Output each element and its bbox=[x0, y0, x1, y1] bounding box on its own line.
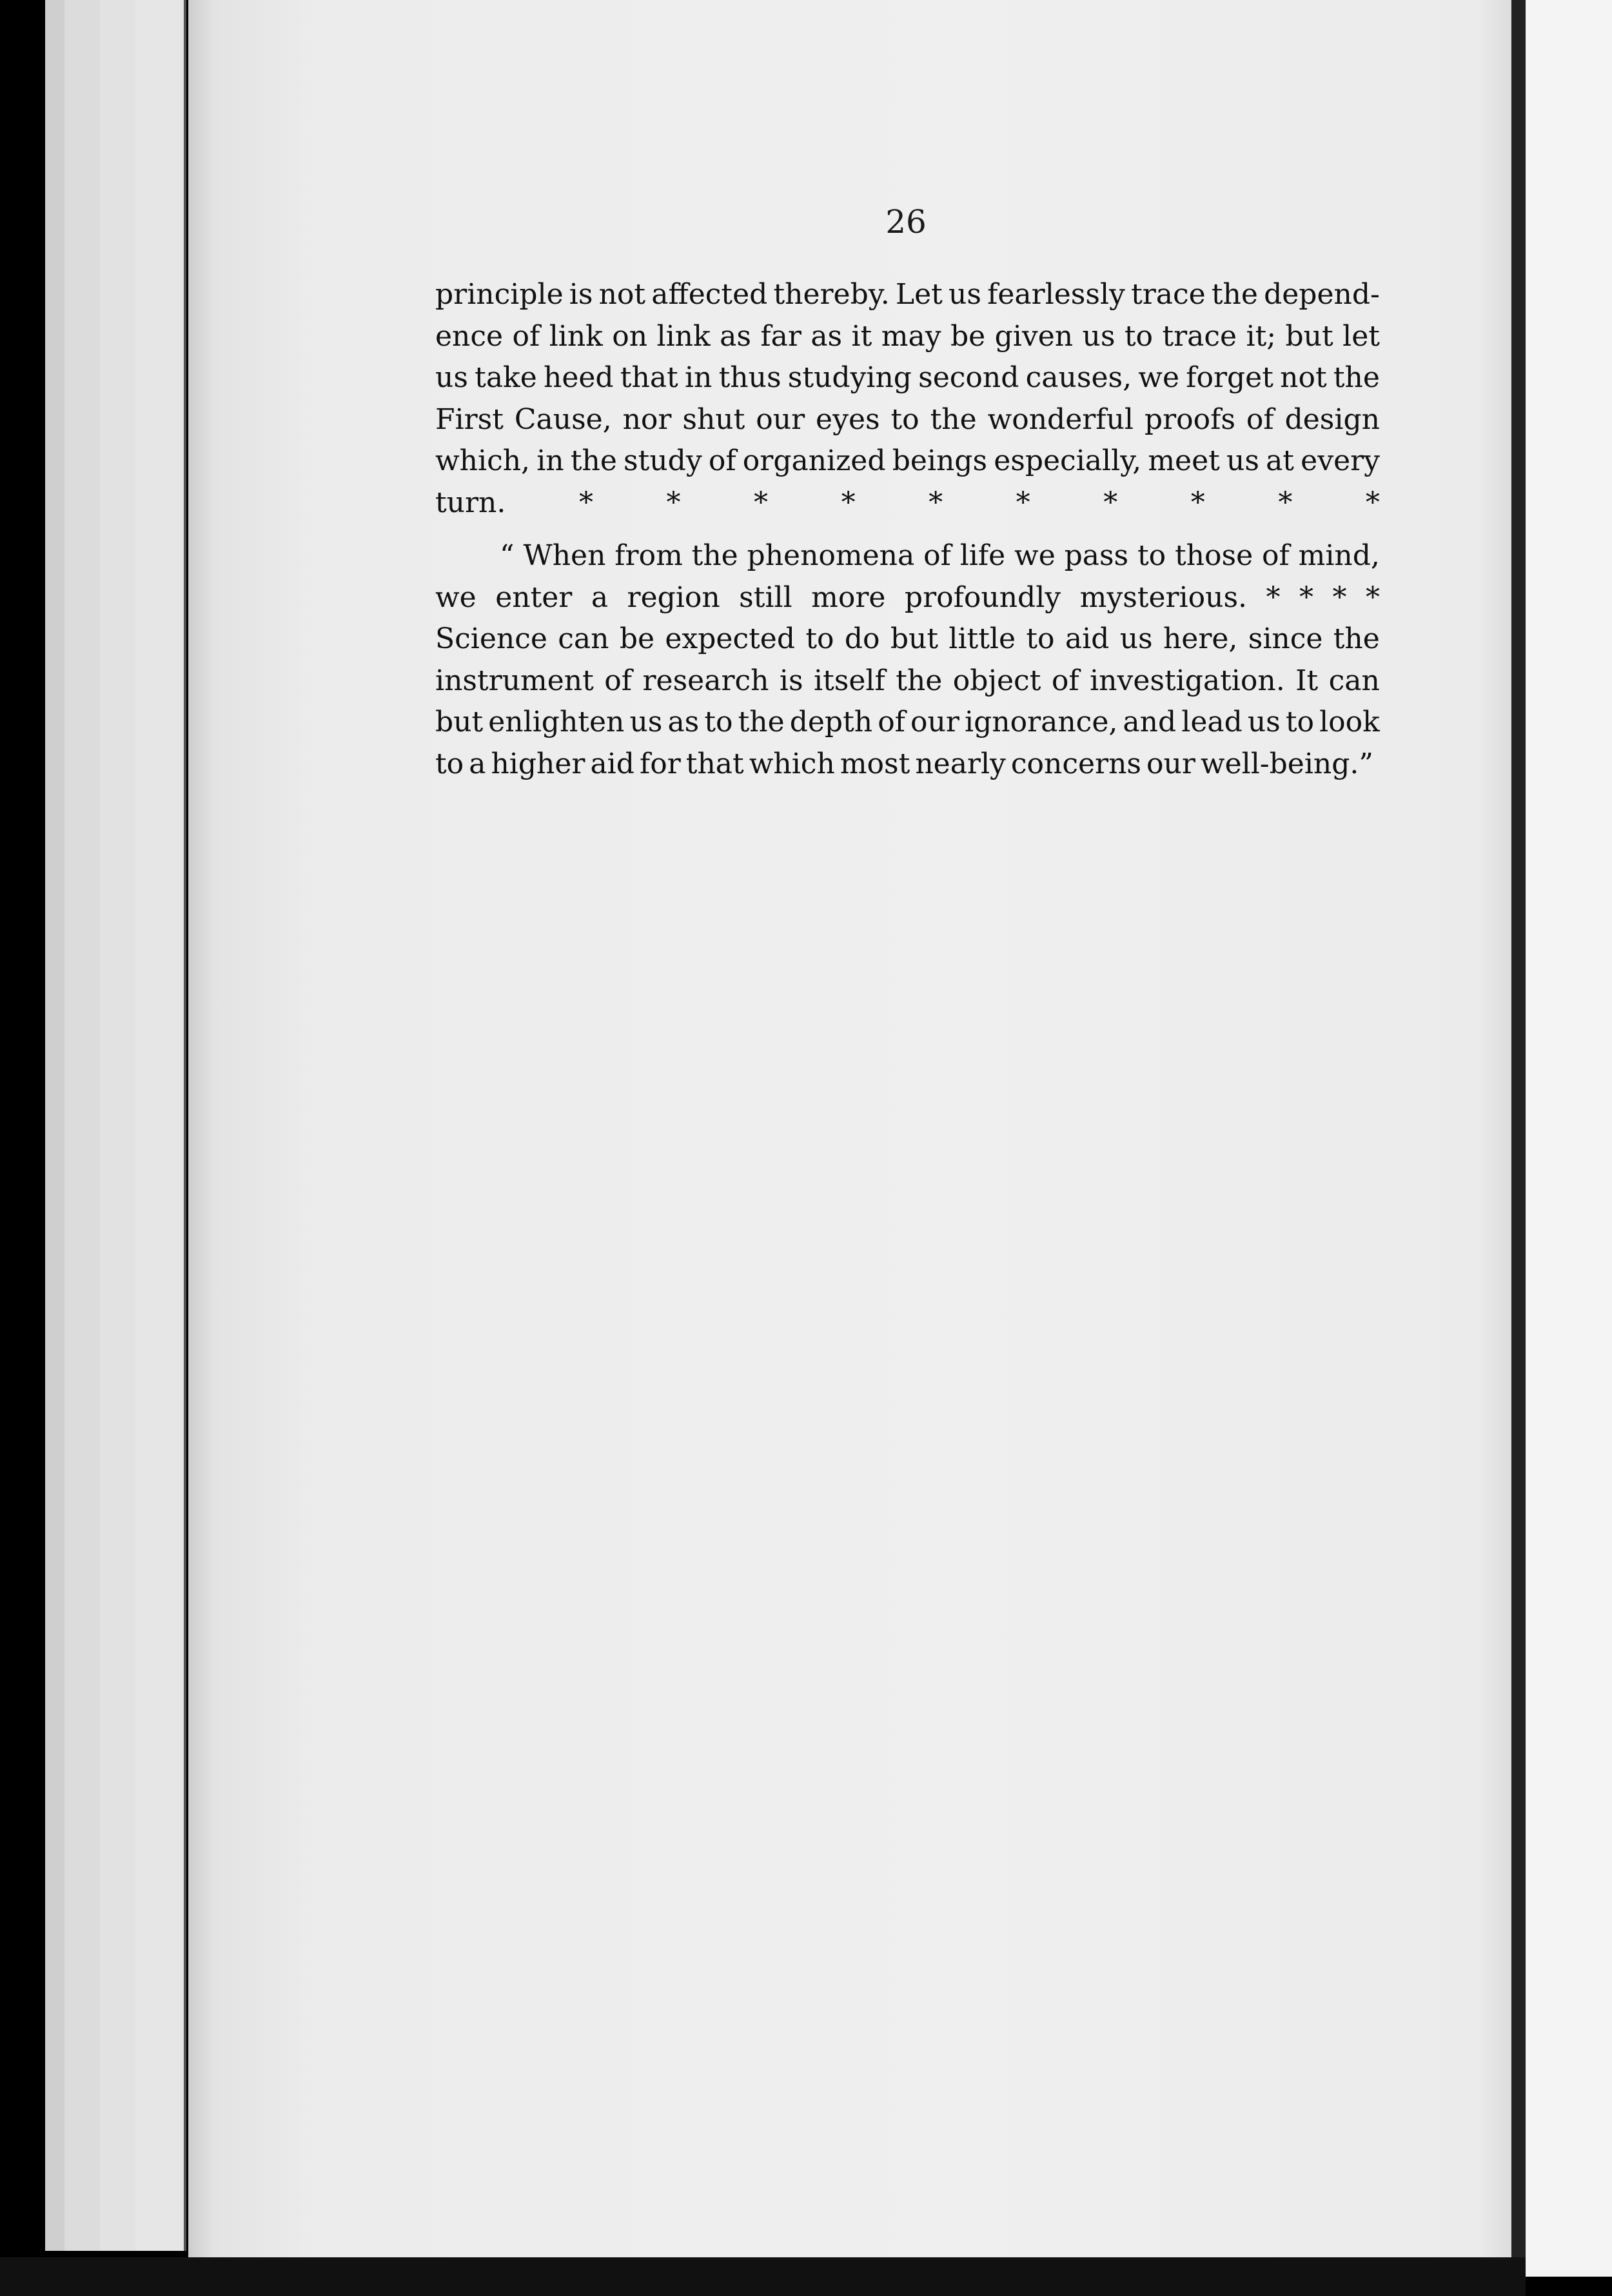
word: * bbox=[1365, 486, 1380, 519]
word: which, bbox=[435, 444, 531, 477]
word: object bbox=[952, 664, 1041, 697]
word: of bbox=[1246, 402, 1274, 436]
text-line bbox=[435, 274, 1380, 316]
word: of bbox=[512, 319, 540, 353]
word: depth bbox=[789, 706, 873, 738]
word: us bbox=[1082, 319, 1116, 353]
word: mind, bbox=[1298, 539, 1380, 572]
paragraph-gap bbox=[435, 524, 1380, 535]
word: can bbox=[1328, 664, 1380, 697]
word: * bbox=[1266, 580, 1281, 614]
word: profoundly bbox=[904, 580, 1061, 614]
word: Cause, bbox=[514, 402, 612, 436]
word: * bbox=[841, 486, 856, 519]
word: pass bbox=[1064, 539, 1129, 572]
word: not bbox=[1280, 361, 1327, 394]
word: organized bbox=[742, 444, 886, 477]
word: * bbox=[578, 486, 593, 519]
word: phenomena bbox=[747, 539, 915, 572]
word: principle bbox=[435, 278, 564, 311]
word: lead bbox=[1181, 706, 1243, 738]
word: for bbox=[639, 747, 681, 780]
word: to bbox=[805, 622, 834, 655]
word: little bbox=[949, 622, 1016, 655]
word: the bbox=[1333, 622, 1380, 655]
word: we bbox=[435, 580, 477, 614]
text-line bbox=[435, 440, 1380, 482]
word: do bbox=[844, 622, 880, 655]
word: us bbox=[629, 706, 663, 738]
text-line bbox=[435, 577, 1380, 619]
word: the bbox=[896, 664, 943, 697]
word: enlighten bbox=[488, 706, 625, 738]
word: turn. bbox=[435, 486, 506, 519]
word: us bbox=[435, 361, 468, 394]
word: of bbox=[1051, 664, 1079, 697]
word: let bbox=[1342, 319, 1380, 353]
word: meet bbox=[1148, 444, 1220, 477]
word: we bbox=[1138, 361, 1179, 394]
text-line bbox=[435, 702, 1380, 744]
word: us bbox=[1226, 444, 1259, 477]
word: a bbox=[469, 747, 486, 780]
word: trace bbox=[1131, 278, 1206, 311]
word: itself bbox=[814, 664, 885, 697]
word: * bbox=[1190, 486, 1205, 519]
word: thereby. bbox=[773, 278, 890, 311]
word: since bbox=[1248, 622, 1323, 655]
word: but bbox=[435, 706, 484, 738]
word: wonderful bbox=[987, 402, 1134, 436]
word: to bbox=[1124, 319, 1154, 353]
word: * bbox=[1299, 580, 1313, 614]
word: given bbox=[994, 319, 1074, 353]
word: mysterious. bbox=[1079, 580, 1248, 614]
word: * bbox=[1332, 580, 1347, 614]
word: every bbox=[1301, 444, 1380, 477]
word: the bbox=[930, 402, 977, 436]
word: our bbox=[1146, 747, 1195, 780]
word: First bbox=[435, 402, 504, 436]
word: Let bbox=[895, 278, 943, 311]
word: ignorance, bbox=[965, 706, 1118, 738]
word: take bbox=[475, 361, 537, 394]
word: affected bbox=[651, 278, 768, 311]
text-line bbox=[435, 744, 1373, 786]
word: It bbox=[1295, 664, 1319, 697]
word: especially, bbox=[994, 444, 1142, 477]
page-edge bbox=[100, 0, 137, 2251]
word: second bbox=[918, 361, 1019, 394]
word: design bbox=[1284, 402, 1380, 436]
word: nearly bbox=[915, 747, 1006, 780]
word: our bbox=[756, 402, 805, 436]
word: us bbox=[1119, 622, 1153, 655]
text-line bbox=[435, 357, 1380, 399]
word: is bbox=[569, 278, 593, 311]
word: of bbox=[923, 539, 951, 572]
word: * bbox=[666, 486, 681, 519]
word: as bbox=[811, 319, 843, 353]
word: which bbox=[749, 747, 835, 780]
word: us bbox=[949, 278, 981, 311]
word: aid bbox=[590, 747, 634, 780]
word: as bbox=[667, 706, 700, 738]
word: expected bbox=[665, 622, 795, 655]
word: studying bbox=[787, 361, 912, 394]
word: from bbox=[614, 539, 683, 572]
word: forget bbox=[1186, 361, 1273, 394]
word: beings bbox=[892, 444, 988, 477]
word: be bbox=[619, 622, 655, 655]
word: link bbox=[549, 319, 603, 353]
word: but bbox=[1285, 319, 1333, 353]
word: well-being.” bbox=[1200, 747, 1373, 780]
word: investigation. bbox=[1090, 664, 1285, 697]
word: nor bbox=[622, 402, 672, 436]
word: link bbox=[656, 319, 711, 353]
word: causes, bbox=[1025, 361, 1132, 394]
word: still bbox=[739, 580, 792, 614]
word: that bbox=[685, 747, 744, 780]
word: is bbox=[779, 664, 803, 697]
word: not bbox=[598, 278, 646, 311]
word: * bbox=[1016, 486, 1030, 519]
word: thus bbox=[718, 361, 781, 394]
facing-page-edge bbox=[1526, 0, 1612, 2277]
word: to bbox=[890, 402, 919, 436]
text-line bbox=[435, 535, 1380, 577]
word: enter bbox=[495, 580, 573, 614]
word: depend- bbox=[1264, 278, 1380, 311]
word: of bbox=[1261, 539, 1290, 572]
word: it; bbox=[1246, 319, 1277, 353]
page-edge bbox=[135, 0, 186, 2251]
word: Science bbox=[435, 622, 547, 655]
word: at bbox=[1266, 444, 1294, 477]
word: it bbox=[851, 319, 872, 353]
word: proofs bbox=[1144, 402, 1235, 436]
word: to bbox=[704, 706, 733, 738]
word: trace bbox=[1162, 319, 1237, 353]
word: a bbox=[591, 580, 609, 614]
word: higher bbox=[491, 747, 585, 780]
word: of bbox=[878, 706, 905, 738]
word: as bbox=[720, 319, 751, 353]
word: the bbox=[1211, 278, 1258, 311]
word: more bbox=[811, 580, 886, 614]
word: of bbox=[708, 444, 736, 477]
word: us bbox=[1247, 706, 1281, 738]
word: may bbox=[881, 319, 941, 353]
word: our bbox=[910, 706, 959, 738]
word: heed bbox=[543, 361, 614, 394]
word: eyes bbox=[816, 402, 880, 436]
word: * bbox=[1278, 486, 1293, 519]
word: to bbox=[1026, 622, 1055, 655]
word: life bbox=[959, 539, 1006, 572]
word: * bbox=[1103, 486, 1118, 519]
word: aid bbox=[1065, 622, 1110, 655]
word: on bbox=[612, 319, 648, 353]
word: the bbox=[1333, 361, 1380, 394]
word: and bbox=[1123, 706, 1177, 738]
page-edge bbox=[45, 0, 66, 2251]
word: ence bbox=[435, 319, 504, 353]
text-line bbox=[435, 316, 1380, 358]
word: that bbox=[620, 361, 678, 394]
word: in bbox=[684, 361, 713, 394]
scan-border bbox=[0, 2257, 1526, 2296]
word: fearlessly bbox=[987, 278, 1125, 311]
text-line bbox=[435, 482, 1380, 524]
word: of bbox=[604, 664, 633, 697]
word: * bbox=[754, 486, 769, 519]
word: research bbox=[642, 664, 769, 697]
word: to bbox=[435, 747, 464, 780]
word: can bbox=[558, 622, 609, 655]
word: the bbox=[738, 706, 785, 738]
text-line bbox=[435, 619, 1380, 660]
body-text bbox=[435, 274, 1380, 785]
page-edge bbox=[64, 0, 102, 2251]
word: * bbox=[929, 486, 943, 519]
word: most bbox=[840, 747, 910, 780]
word: look bbox=[1319, 706, 1380, 738]
text-line bbox=[435, 660, 1380, 702]
word: but bbox=[890, 622, 939, 655]
word: instrument bbox=[435, 664, 594, 697]
word: to bbox=[1137, 539, 1166, 572]
book-gutter bbox=[1511, 0, 1526, 2296]
word: study bbox=[624, 444, 702, 477]
word: the bbox=[691, 539, 738, 572]
word: shut bbox=[682, 402, 745, 436]
word: the bbox=[570, 444, 617, 477]
word: be bbox=[950, 319, 986, 353]
word: we bbox=[1014, 539, 1056, 572]
word: region bbox=[627, 580, 720, 614]
word: to bbox=[1285, 706, 1315, 738]
word: concerns bbox=[1010, 747, 1142, 780]
word: those bbox=[1175, 539, 1253, 572]
page-number: 26 bbox=[885, 203, 927, 241]
text-line bbox=[435, 399, 1380, 441]
word: in bbox=[536, 444, 564, 477]
word: * bbox=[1365, 580, 1380, 614]
word: here, bbox=[1163, 622, 1238, 655]
word: far bbox=[760, 319, 801, 353]
word: “ When bbox=[500, 539, 606, 572]
